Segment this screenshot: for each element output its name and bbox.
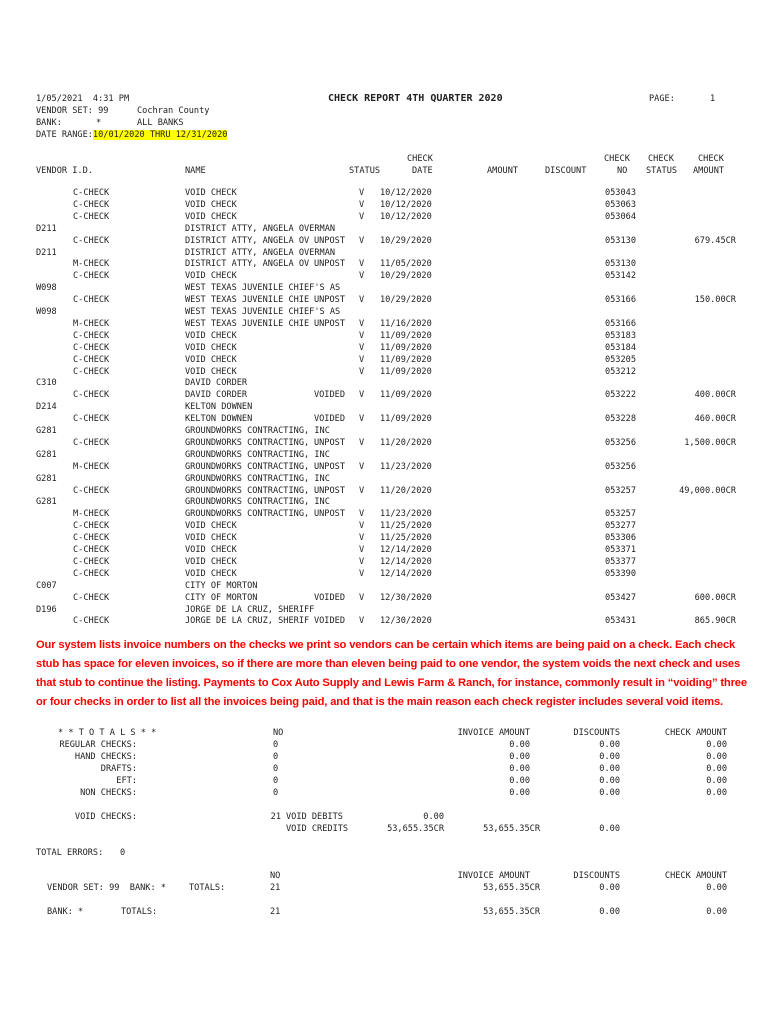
totals-line-no: 0: [273, 752, 279, 762]
vendor-id: D211: [36, 223, 57, 234]
payee-name: GROUNDWORKS CONTRACTING,: [185, 485, 310, 496]
status: V: [359, 545, 365, 555]
table-row: [0, 200, 770, 212]
vendor-id: W098: [36, 283, 57, 294]
totals-line-discounts: 0.00: [599, 752, 620, 762]
check-type: C-CHECK: [73, 545, 110, 555]
payee-name: VOID CHECK: [185, 211, 237, 222]
payee-name: VOID CHECK: [185, 330, 237, 341]
void-credits-value: 53,655.35CR: [387, 824, 444, 834]
table-row: [0, 497, 770, 509]
check-date: 11/05/2020: [380, 259, 432, 270]
check-date: 11/09/2020: [380, 390, 432, 401]
check-amount: 400.00CR: [694, 390, 736, 401]
table-row: [0, 307, 770, 319]
void-invoice-amount: 53,655.35CR: [483, 824, 540, 834]
check-no: 053205: [604, 354, 636, 365]
check-date: 12/14/2020: [380, 568, 432, 579]
table-row: [0, 474, 770, 486]
table-row: [0, 605, 770, 617]
totals-line-label: EFT:: [116, 776, 137, 786]
check-type: C-CHECK: [73, 533, 110, 544]
check-no: 053166: [604, 295, 636, 306]
post-note: UNPOST: [313, 235, 345, 246]
check-amount: 679.45CR: [694, 235, 736, 246]
check-date: 11/23/2020: [380, 461, 432, 472]
check-no: 053166: [604, 318, 636, 329]
status: V: [359, 533, 365, 544]
col-check-date-1: CHECK: [407, 154, 433, 164]
table-row: [0, 462, 770, 474]
post-note: UNPOST: [313, 259, 345, 270]
check-type: C-CHECK: [73, 414, 110, 425]
table-row: [0, 521, 770, 533]
col-check-status-1: CHECK: [648, 154, 674, 164]
totals-line-check: 0.00: [706, 752, 727, 762]
totals-line-check: 0.00: [706, 788, 727, 798]
vendor-set-totals-discounts: 0.00: [599, 883, 620, 893]
totals-line-invoice: 0.00: [509, 788, 530, 798]
vendor-set-totals-label: VENDOR SET: 99 BANK: *: [47, 883, 166, 893]
status: V: [359, 271, 365, 282]
check-date: 11/09/2020: [380, 354, 432, 365]
check-date: 11/20/2020: [380, 437, 432, 448]
check-date: 10/29/2020: [380, 271, 432, 282]
check-no: 053228: [604, 414, 636, 425]
check-date: 11/09/2020: [380, 366, 432, 377]
bank-totals-invoice: 53,655.35CR: [483, 907, 540, 917]
status: V: [359, 354, 365, 365]
status: V: [359, 521, 365, 532]
payee-name: WEST TEXAS JUVENILE CHIEF'S AS: [185, 307, 341, 317]
payee-name: VOID CHECK: [185, 366, 237, 377]
vendor-id: C310: [36, 378, 57, 389]
post-note: UNPOST: [313, 461, 345, 472]
date-range-label: DATE RANGE:: [36, 130, 93, 140]
payee-name: VOID CHECK: [185, 199, 237, 210]
totals-heading: * * T O T A L S * *: [58, 728, 157, 738]
table-row: [0, 224, 770, 236]
check-no: 053257: [604, 485, 636, 496]
post-note: VOIDED: [313, 616, 345, 627]
table-row: [0, 295, 770, 307]
totals-line-invoice: 0.00: [509, 764, 530, 774]
vendor-id: G281: [36, 473, 57, 484]
report-title: CHECK REPORT 4TH QUARTER 2020: [328, 93, 503, 104]
check-amount: 600.00CR: [694, 592, 736, 603]
table-row: [0, 438, 770, 450]
vendor-id: D214: [36, 402, 57, 413]
check-no: 053257: [604, 509, 636, 520]
check-amount: 460.00CR: [694, 414, 736, 425]
check-type: M-CHECK: [73, 259, 110, 270]
col-check-no-2: NO: [617, 166, 628, 176]
check-type: C-CHECK: [73, 235, 110, 246]
post-note: UNPOST: [313, 485, 345, 496]
totals-line-label: HAND CHECKS:: [74, 752, 137, 762]
check-amount: 1,500.00CR: [684, 437, 736, 448]
col-name: NAME: [185, 166, 206, 176]
table-row: [0, 486, 770, 498]
vendor-id: G281: [36, 497, 57, 508]
total-errors-label: TOTAL ERRORS:: [36, 848, 104, 858]
col-check-date-2: DATE: [412, 166, 433, 176]
vendor-id: C007: [36, 580, 57, 591]
payee-name: CITY OF MORTON: [185, 592, 258, 603]
payee-name: GROUNDWORKS CONTRACTING, INC: [185, 449, 330, 460]
status: V: [359, 211, 365, 222]
check-type: C-CHECK: [73, 568, 110, 579]
void-checks-label: VOID CHECKS:: [74, 812, 137, 822]
void-checks-no: 21: [270, 812, 281, 822]
totals-line-invoice: 0.00: [509, 776, 530, 786]
check-type: C-CHECK: [73, 211, 110, 222]
check-no: 053130: [604, 259, 636, 270]
summary-discounts-label: DISCOUNTS: [573, 871, 620, 881]
check-type: C-CHECK: [73, 354, 110, 365]
status: V: [359, 461, 365, 472]
table-row: [0, 390, 770, 402]
void-debits-label: VOID DEBITS: [286, 812, 343, 822]
payee-name: GROUNDWORKS CONTRACTING,: [185, 437, 310, 448]
check-type: M-CHECK: [73, 509, 110, 520]
check-no: 053256: [604, 461, 636, 472]
check-date: 12/30/2020: [380, 592, 432, 603]
status: V: [359, 318, 365, 329]
check-no: 053306: [604, 533, 636, 544]
table-row: [0, 557, 770, 569]
bank-totals-no: 21: [270, 907, 281, 917]
table-row: [0, 593, 770, 605]
payee-name: DISTRICT ATTY, ANGELA OV: [185, 259, 310, 270]
check-type: C-CHECK: [73, 556, 110, 567]
status: V: [359, 330, 365, 341]
post-note: UNPOST: [313, 318, 345, 329]
col-status: STATUS: [349, 166, 381, 176]
page-number: 1: [710, 94, 716, 104]
totals-line-check: 0.00: [706, 740, 727, 750]
check-type: C-CHECK: [73, 295, 110, 306]
totals-line-invoice: 0.00: [509, 752, 530, 762]
date-range-value: 10/01/2020 THRU 12/31/2020: [92, 130, 228, 140]
check-date: 12/14/2020: [380, 545, 432, 555]
check-amount: 150.00CR: [694, 295, 736, 306]
check-no: 053130: [604, 235, 636, 246]
totals-line-discounts: 0.00: [599, 776, 620, 786]
check-date: 10/12/2020: [380, 188, 432, 198]
status: V: [359, 390, 365, 401]
totals-line-invoice: 0.00: [509, 740, 530, 750]
totals-line-check: 0.00: [706, 764, 727, 774]
status: V: [359, 509, 365, 520]
check-type: C-CHECK: [73, 199, 110, 210]
vendor-set-totals-no: 21: [270, 883, 281, 893]
post-note: VOIDED: [313, 414, 345, 425]
payee-name: VOID CHECK: [185, 354, 237, 365]
table-row: [0, 367, 770, 379]
totals-line-no: 0: [273, 776, 279, 786]
table-row: [0, 616, 770, 628]
check-no: 053277: [604, 521, 636, 532]
check-no: 053183: [604, 330, 636, 341]
check-type: C-CHECK: [73, 188, 110, 198]
vendor-set-name: Cochran County: [137, 106, 210, 116]
table-row: [0, 331, 770, 343]
check-no: 053377: [604, 556, 636, 567]
payee-name: JORGE DE LA CRUZ, SHERIFF: [185, 604, 315, 615]
payee-name: GROUNDWORKS CONTRACTING, INC: [185, 473, 330, 484]
check-date: 11/20/2020: [380, 485, 432, 496]
payee-name: DAVID CORDER: [185, 390, 248, 401]
table-row: [0, 581, 770, 593]
col-check-amount-2: AMOUNT: [693, 166, 725, 176]
check-no: 053142: [604, 271, 636, 282]
check-type: C-CHECK: [73, 271, 110, 282]
status: V: [359, 437, 365, 448]
table-row: [0, 414, 770, 426]
check-no: 053371: [604, 545, 636, 555]
col-discount: DISCOUNT: [545, 166, 587, 176]
summary-no-label: NO: [270, 871, 281, 881]
totals-check-label: CHECK AMOUNT: [664, 728, 727, 738]
check-date: 10/29/2020: [380, 235, 432, 246]
table-row: [0, 355, 770, 367]
check-no: 053222: [604, 390, 636, 401]
totals-discounts-label: DISCOUNTS: [573, 728, 620, 738]
status: V: [359, 342, 365, 353]
check-no: 053064: [604, 211, 636, 222]
total-errors-value: 0: [120, 848, 126, 858]
totals-line-check: 0.00: [706, 776, 727, 786]
table-row: [0, 319, 770, 331]
void-debits-value: 0.00: [423, 812, 444, 822]
table-row: [0, 533, 770, 545]
table-row: [0, 283, 770, 295]
check-date: 11/09/2020: [380, 414, 432, 425]
totals-line-discounts: 0.00: [599, 740, 620, 750]
payee-name: DAVID CORDER: [185, 378, 248, 389]
table-row: [0, 236, 770, 248]
date-range: [36, 130, 227, 142]
totals-line-label: DRAFTS:: [100, 764, 137, 774]
payee-name: DISTRICT ATTY, ANGELA OVERMAN: [185, 223, 336, 234]
post-note: UNPOST: [313, 509, 345, 520]
col-check-status-2: STATUS: [646, 166, 678, 176]
bank-totals-check: 0.00: [706, 907, 727, 917]
totals-line-no: 0: [273, 740, 279, 750]
col-check-amount-1: CHECK: [698, 154, 724, 164]
check-type: C-CHECK: [73, 616, 110, 627]
check-amount: 49,000.00CR: [679, 485, 736, 496]
payee-name: KELTON DOWNEN: [185, 414, 253, 425]
payee-name: GROUNDWORKS CONTRACTING,: [185, 461, 310, 472]
check-type: M-CHECK: [73, 318, 110, 329]
table-row: [0, 343, 770, 355]
status: V: [359, 199, 365, 210]
payee-name: GROUNDWORKS CONTRACTING, INC: [185, 426, 330, 436]
status: V: [359, 616, 365, 627]
totals-no-label: NO: [273, 728, 284, 738]
vendor-set-label: VENDOR SET: 99: [36, 106, 109, 116]
bank-totals-caption: TOTALS:: [121, 907, 158, 917]
check-no: 053184: [604, 342, 636, 353]
summary-check-label: CHECK AMOUNT: [664, 871, 727, 881]
status: V: [359, 188, 365, 198]
check-no: 053063: [604, 199, 636, 210]
check-type: C-CHECK: [73, 342, 110, 353]
vendor-set-totals-caption: TOTALS:: [189, 883, 226, 893]
check-date: 10/12/2020: [380, 211, 432, 222]
payee-name: KELTON DOWNEN: [185, 402, 253, 413]
payee-name: GROUNDWORKS CONTRACTING, INC: [185, 497, 330, 508]
status: V: [359, 295, 365, 306]
check-date: 10/29/2020: [380, 295, 432, 306]
table-row: [0, 188, 770, 200]
check-amount: 865.90CR: [694, 616, 736, 627]
check-no: 053256: [604, 437, 636, 448]
totals-line-label: NON CHECKS:: [80, 788, 137, 798]
check-type: C-CHECK: [73, 366, 110, 377]
totals-line-discounts: 0.00: [599, 788, 620, 798]
check-date: 11/09/2020: [380, 342, 432, 353]
void-discounts: 0.00: [599, 824, 620, 834]
check-date: 11/25/2020: [380, 521, 432, 532]
payee-name: GROUNDWORKS CONTRACTING,: [185, 509, 310, 520]
vendor-id: W098: [36, 307, 57, 317]
col-vendor-id: VENDOR I.D.: [36, 166, 93, 176]
table-row: [0, 426, 770, 438]
check-type: C-CHECK: [73, 592, 110, 603]
payee-name: VOID CHECK: [185, 568, 237, 579]
vendor-set-totals-invoice: 53,655.35CR: [483, 883, 540, 893]
bank-value: *: [96, 118, 102, 128]
check-date: 11/16/2020: [380, 318, 432, 329]
status: V: [359, 556, 365, 567]
totals-invoice-label: INVOICE AMOUNT: [457, 728, 530, 738]
bank-totals-discounts: 0.00: [599, 907, 620, 917]
vendor-set-totals-check: 0.00: [706, 883, 727, 893]
check-date: 11/23/2020: [380, 509, 432, 520]
void-credits-label: VOID CREDITS: [286, 824, 349, 834]
table-row: [0, 402, 770, 414]
totals-line-no: 0: [273, 788, 279, 798]
summary-invoice-label: INVOICE AMOUNT: [457, 871, 530, 881]
page-label: PAGE:: [649, 94, 675, 104]
check-no: 053043: [604, 188, 636, 198]
check-date: 10/12/2020: [380, 199, 432, 210]
post-note: UNPOST: [313, 295, 345, 306]
payee-name: VOID CHECK: [185, 521, 237, 532]
check-type: C-CHECK: [73, 390, 110, 401]
check-type: C-CHECK: [73, 330, 110, 341]
payee-name: VOID CHECK: [185, 188, 237, 198]
payee-name: WEST TEXAS JUVENILE CHIEF'S AS: [185, 283, 341, 294]
post-note: UNPOST: [313, 437, 345, 448]
status: V: [359, 414, 365, 425]
bank-totals-label: BANK: *: [47, 907, 84, 917]
table-row: [0, 248, 770, 260]
report-datetime: 1/05/2021 4:31 PM: [36, 94, 130, 104]
vendor-id: G281: [36, 426, 57, 436]
table-row: [0, 271, 770, 283]
vendor-id: D211: [36, 247, 57, 258]
post-note: VOIDED: [313, 592, 345, 603]
table-row: [0, 259, 770, 271]
vendor-id: D196: [36, 604, 57, 615]
table-row: [0, 212, 770, 224]
check-date: 12/14/2020: [380, 556, 432, 567]
payee-name: DISTRICT ATTY, ANGELA OVERMAN: [185, 247, 336, 258]
table-row: [0, 450, 770, 462]
status: V: [359, 568, 365, 579]
status: V: [359, 366, 365, 377]
payee-name: VOID CHECK: [185, 545, 237, 555]
payee-name: VOID CHECK: [185, 271, 237, 282]
payee-name: WEST TEXAS JUVENILE CHIE: [185, 318, 310, 329]
payee-name: WEST TEXAS JUVENILE CHIE: [185, 295, 310, 306]
table-row: [0, 509, 770, 521]
totals-line-no: 0: [273, 764, 279, 774]
bank-label: BANK:: [36, 118, 62, 128]
post-note: VOIDED: [313, 390, 345, 401]
vendor-id: G281: [36, 449, 57, 460]
status: V: [359, 485, 365, 496]
check-no: 053431: [604, 616, 636, 627]
check-date: 11/25/2020: [380, 533, 432, 544]
status: V: [359, 259, 365, 270]
status: V: [359, 235, 365, 246]
check-type: M-CHECK: [73, 461, 110, 472]
check-date: 12/30/2020: [380, 616, 432, 627]
check-no: 053212: [604, 366, 636, 377]
check-no: 053427: [604, 592, 636, 603]
table-row: [0, 378, 770, 390]
status: V: [359, 592, 365, 603]
table-row: [0, 545, 770, 557]
table-row: [0, 569, 770, 581]
totals-line-label: REGULAR CHECKS:: [59, 740, 137, 750]
payee-name: VOID CHECK: [185, 533, 237, 544]
check-date: 11/09/2020: [380, 330, 432, 341]
payee-name: JORGE DE LA CRUZ, SHERIF: [185, 616, 310, 627]
payee-name: CITY OF MORTON: [185, 580, 258, 591]
check-type: C-CHECK: [73, 521, 110, 532]
check-no: 053390: [604, 568, 636, 579]
col-check-no-1: CHECK: [604, 154, 630, 164]
payee-name: VOID CHECK: [185, 556, 237, 567]
bank-name: ALL BANKS: [137, 118, 184, 128]
payee-name: VOID CHECK: [185, 342, 237, 353]
annotation-note: Our system lists invoice numbers on the checks we print so vendors can be certain which items are being paid on a check. Each check stub has space for eleven invoices, so if there are more than eleven being paid to one vendor, the system voids the next check and uses that stub to continue the listing. Payments to Cox Auto Supply and Lewis Farm & Ranch, for instance, commonly result in “voiding” three or four checks in order to list all the invoices being paid, and that is the main reason each check register includes several void items.: [36, 639, 747, 708]
totals-line-discounts: 0.00: [599, 764, 620, 774]
col-amount: AMOUNT: [487, 166, 519, 176]
payee-name: DISTRICT ATTY, ANGELA OV: [185, 235, 310, 246]
check-type: C-CHECK: [73, 485, 110, 496]
check-type: C-CHECK: [73, 437, 110, 448]
